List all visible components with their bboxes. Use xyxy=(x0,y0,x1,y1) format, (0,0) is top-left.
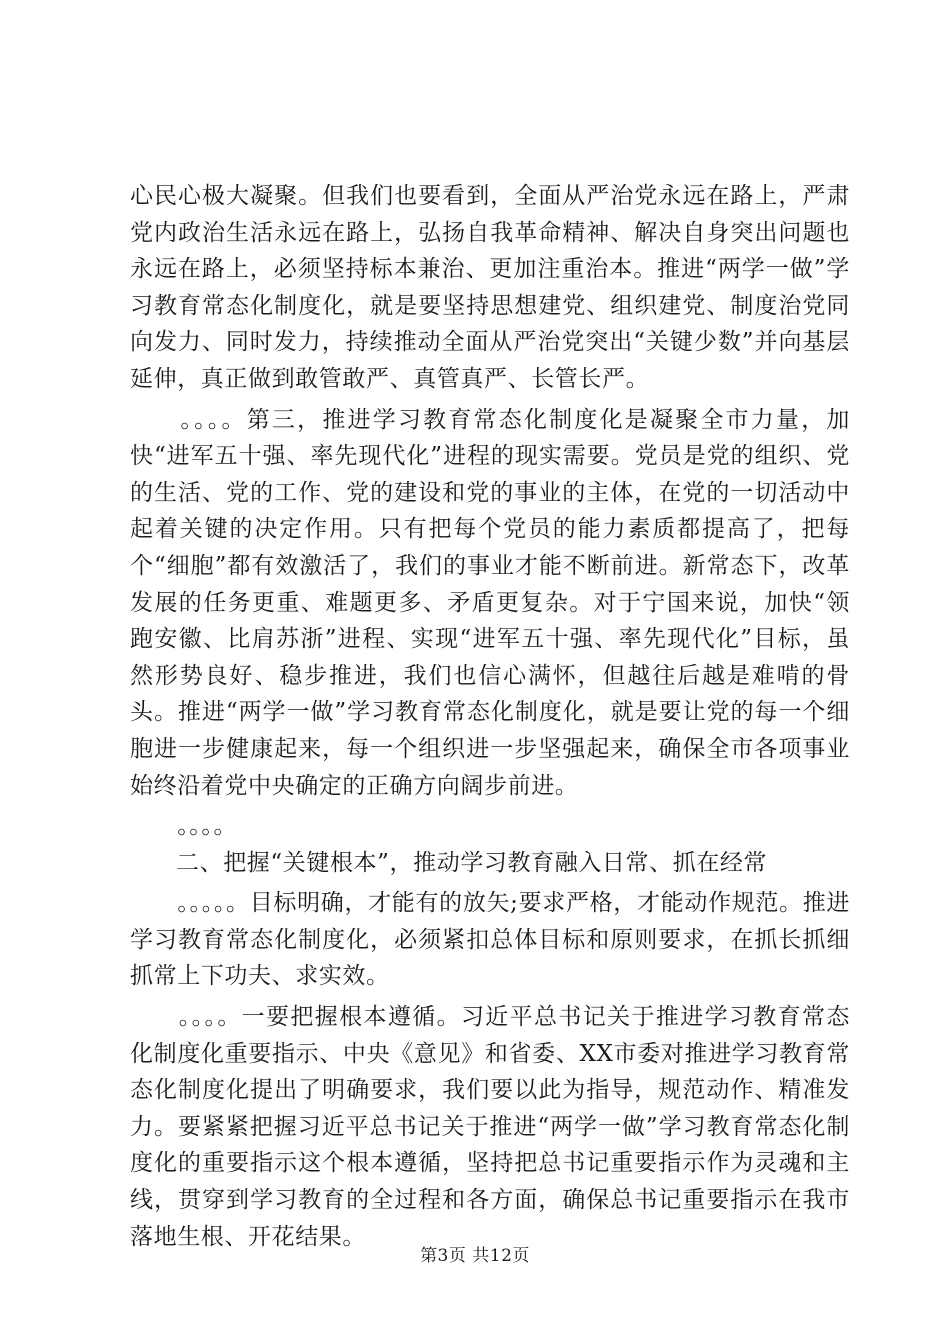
paragraph-goals: 。。。。。目标明确，才能有的放矢;要求严格，才能动作规范。推进学习教育常态化制度化，必须紧扣总体目标和原则要求，在抓长抓细抓常上下功夫、求实效。 xyxy=(130,890,850,990)
document-body xyxy=(130,178,850,1255)
paragraph-dots: 。。。。 xyxy=(130,813,238,840)
paragraph-first-requirement: 。。。。一要把握根本遵循。习近平总书记关于推进学习教育常态化制度化重要指示、中央《意见》和省委、XX市委对推进学习教育常态化制度化提出了明确要求，我们要以此为指导，规范动作、精准发力。要紧紧把握习近平总书记关于推进“两学一做”学习教育常态化制度化的重要指示这个根本遵循，坚持把总书记重要指示作为灵魂和主线，贯穿到学习教育的全过程和各方面，确保总书记重要指示在我市落地生根、开花结果。 xyxy=(130,1004,850,1250)
paragraph-continuation: 心民心极大凝聚。但我们也要看到，全面从严治党永远在路上，严肃党内政治生活永远在路上，弘扬自我革命精神、解决自身突出问题也永远在路上，必须坚持标本兼治、更加注重治本。推进“两学一做”学习教育常态化制度化，就是要坚持思想建党、组织建党、制度治党同向发力、同时发力，持续推动全面从严治党突出“关键少数”并向基层延伸，真正做到敢管敢严、真管真严、长管长严。 xyxy=(130,183,850,392)
paragraph-third-point: 。。。。第三，推进学习教育常态化制度化是凝聚全市力量，加快“进军五十强、率先现代化”进程的现实需要。党员是党的组织、党的生活、党的工作、党的建设和党的事业的主体，在党的一切活动中起着关键的决定作用。只有把每个党员的能力素质都提高了，把每个“细胞”都有效激活了，我们的事业才能不断前进。新常态下，改革发展的任务更重、难题更多、矛盾更复杂。对于宁国来说，加快“领跑安徽、比肩苏浙”进程、实现“进军五十强、率先现代化”目标，虽然形势良好、稳步推进，我们也信心满怀，但越往后越是难啃的骨头。推进“两学一做”学习教育常态化制度化，就是要让党的每一个细胞进一步健康起来，每一个组织进一步坚强起来，确保全市各项事业始终沿着党中央确定的正确方向阔步前进。 xyxy=(130,406,850,799)
section-heading: 二、把握“关键根本”，推动学习教育融入日常、抓在经常 xyxy=(176,849,768,876)
page-number-footer: 第3页 共12页 xyxy=(420,1246,530,1266)
